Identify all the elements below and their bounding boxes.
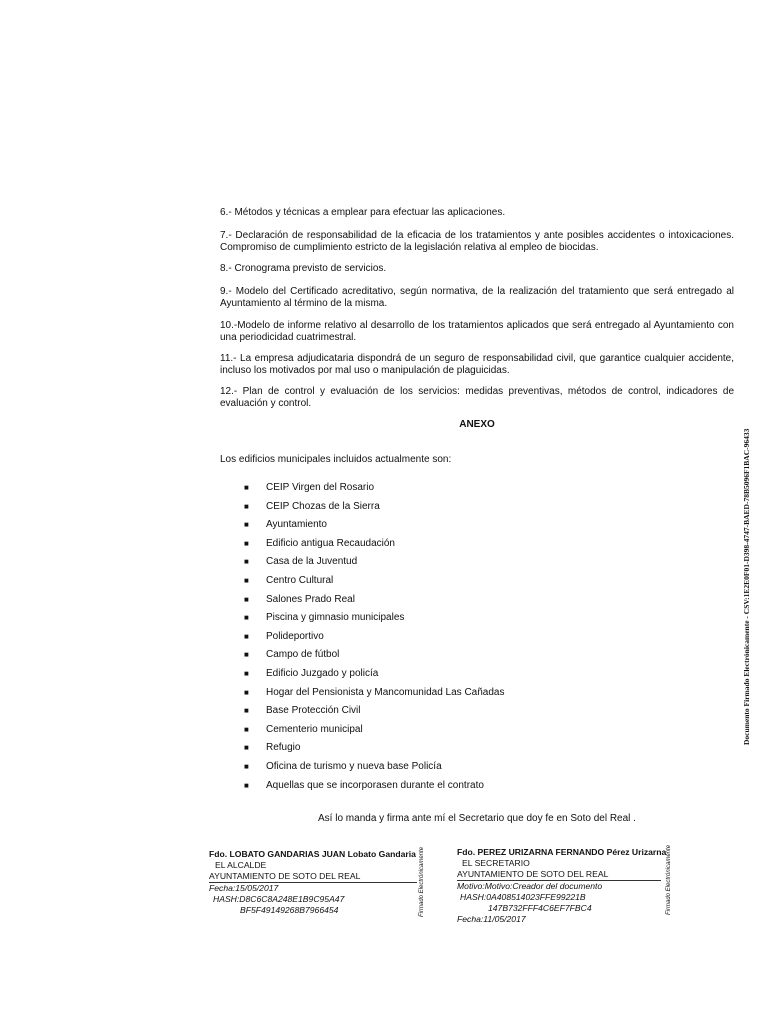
building-name: Ayuntamiento: [266, 519, 327, 531]
building-item: [244, 482, 504, 501]
closing-statement: Así lo manda y firma ante mí el Secretario que doy fe en Soto del Real .: [318, 813, 636, 824]
paragraph-7: 7.- Declaración de responsabilidad de la eficacia de los tratamientos y ante posibles accidentes o intoxicaciones. Compromiso de cumplimiento estricto de la legislación relativa al empleo de biocidas.: [220, 230, 734, 253]
bullet-icon: ■: [244, 557, 249, 567]
building-name: Cementerio municipal: [266, 723, 363, 735]
bullet-icon: ■: [244, 668, 249, 678]
bullet-icon: ■: [244, 483, 249, 492]
building-name: Refugio: [266, 742, 301, 754]
electronic-signature-stamp: Firmado Electrónicamente: [666, 844, 672, 915]
bullet-icon: ■: [244, 687, 249, 697]
building-name: Base Protección Civil: [266, 705, 361, 717]
building-item: [244, 780, 504, 799]
building-item: [244, 594, 504, 613]
paragraph-9: 9.- Modelo del Certificado acreditativo, según normativa, de la realización del tratamiento que será entregado al Ayuntamiento al término de la misma.: [220, 286, 734, 309]
signature-motive: Motivo:Motivo:Creador del documento: [457, 881, 603, 891]
building-item: [244, 538, 504, 557]
paragraph-12: 12.- Plan de control y evaluación de los servicios: medidas preventivas, métodos de control, indicadores de evaluación y control.: [220, 386, 734, 409]
building-name: Polideportivo: [266, 630, 324, 642]
building-item: [244, 705, 504, 724]
csv-verification-code: Documento Firmado Electrónicamente - CSV:1E2E0F01-D398-4747-BAED-78B5096F1BAC-96433: [742, 428, 751, 745]
bullet-icon: ■: [244, 631, 249, 641]
signature-hash: HASH:0A408514023FFE99221B: [460, 892, 586, 902]
building-item: [244, 687, 504, 706]
signer-name: Fdo. LOBATO GANDARIAS JUAN Lobato Gandaria: [209, 849, 416, 859]
building-item: [244, 612, 504, 631]
bullet-icon: ■: [244, 706, 249, 716]
bullet-icon: ■: [244, 501, 249, 511]
bullet-icon: ■: [244, 650, 249, 660]
annex-intro: Los edificios municipales incluidos actualmente son:: [220, 454, 452, 465]
building-name: Hogar del Pensionista y Mancomunidad Las Cañadas: [266, 686, 505, 698]
building-name: Aquellas que se incorporasen durante el contrato: [266, 779, 484, 791]
signature-secretary: [457, 847, 666, 925]
signature-hash-cont: 147B732FFF4C6EF7FBC4: [488, 903, 592, 913]
building-name: Salones Prado Real: [266, 593, 355, 605]
signature-hash-cont: BF5F49149268B7966454: [240, 905, 339, 915]
paragraph-11: 11.- La empresa adjudicataria dispondrá de un seguro de responsabilidad civil, que garantice cualquier accidente, incluso los motivados por mal uso o manipulación de plaguicidas.: [220, 353, 734, 376]
building-item: [244, 742, 504, 761]
bullet-icon: ■: [244, 743, 249, 753]
signature-date: Fecha:11/05/2017: [457, 914, 526, 924]
electronic-signature-stamp: Firmado Electrónicamente: [419, 846, 425, 917]
signer-office: AYUNTAMIENTO DE SOTO DEL REAL: [209, 871, 417, 883]
building-name: Campo de fútbol: [266, 649, 340, 661]
paragraph-6: 6.- Métodos y técnicas a emplear para efectuar las aplicaciones.: [220, 207, 506, 218]
building-name: Piscina y gimnasio municipales: [266, 612, 405, 624]
building-item: [244, 501, 504, 520]
building-name: Edificio antigua Recaudación: [266, 537, 395, 549]
building-name: Oficina de turismo y nueva base Policía: [266, 760, 442, 772]
building-name: Casa de la Juventud: [266, 556, 358, 568]
building-item: [244, 631, 504, 650]
bullet-icon: ■: [244, 613, 249, 623]
bullet-icon: ■: [244, 780, 249, 790]
bullet-icon: ■: [244, 575, 249, 585]
bullet-icon: ■: [244, 538, 249, 548]
bullet-icon: ■: [244, 520, 249, 530]
building-item: [244, 649, 504, 668]
building-item: [244, 761, 504, 780]
building-item: [244, 575, 504, 594]
signature-date: Fecha:15/05/2017: [209, 883, 279, 893]
building-name: CEIP Chozas de la Sierra: [266, 500, 380, 512]
building-name: Centro Cultural: [266, 574, 334, 586]
signer-office: AYUNTAMIENTO DE SOTO DEL REAL: [457, 869, 661, 881]
annex-title: ANEXO: [459, 419, 495, 430]
buildings-list: [244, 482, 504, 798]
building-name: Edificio Juzgado y policía: [266, 667, 379, 679]
signature-mayor: [209, 849, 417, 916]
building-item: [244, 556, 504, 575]
paragraph-8: 8.- Cronograma previsto de servicios.: [220, 263, 387, 274]
building-item: [244, 724, 504, 743]
signer-role: EL SECRETARIO: [462, 858, 530, 868]
signer-name: Fdo. PEREZ URIZARNA FERNANDO Pérez Urizarna: [457, 847, 667, 857]
building-item: [244, 668, 504, 687]
bullet-icon: ■: [244, 761, 249, 771]
bullet-icon: ■: [244, 724, 249, 734]
paragraph-10: 10.-Modelo de informe relativo al desarrollo de los tratamientos aplicados que será entregado al Ayuntamiento con una periodicidad cuatrimestral.: [220, 320, 734, 343]
bullet-icon: ■: [244, 594, 249, 604]
signer-role: EL ALCALDE: [215, 860, 267, 870]
signature-hash: HASH:D8C6C8A248E1B9C95A47: [213, 894, 345, 904]
building-item: [244, 519, 504, 538]
building-name: CEIP Virgen del Rosario: [266, 482, 375, 493]
